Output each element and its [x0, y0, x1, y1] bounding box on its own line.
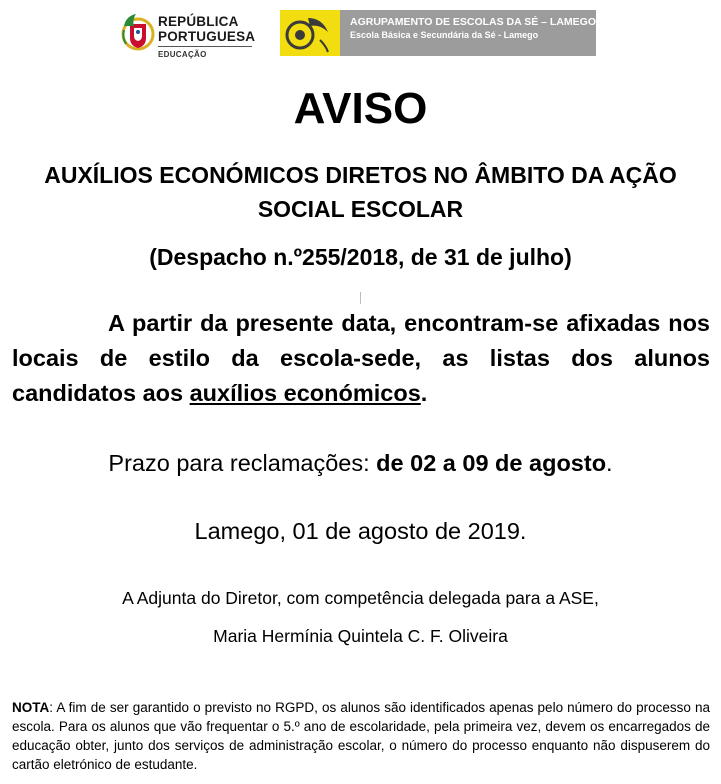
- gov-logo-line-1: REPÚBLICA: [158, 14, 239, 29]
- body-text-underlined: auxílios económicos: [189, 380, 421, 406]
- place-and-date: Lamego, 01 de agosto de 2019.: [194, 518, 527, 544]
- footnote: [12, 698, 710, 774]
- body-text-start: A partir da presente data, encontram-se afixadas nos locais de estilo da escola-sede, as listas dos alunos candidatos aos: [12, 310, 710, 406]
- signer-name: Maria Hermínia Quintela C. F. Oliveira: [213, 626, 508, 646]
- notice-title: AVISO: [293, 84, 428, 133]
- signer-role: A Adjunta do Diretor, com competência delegada para a ASE,: [122, 588, 599, 608]
- footnote-label: NOTA: [12, 700, 50, 715]
- despacho-reference: (Despacho n.º255/2018, de 31 de julho): [149, 244, 572, 270]
- school-subname: Escola Básica e Secundária da Sé - Lamego: [350, 30, 539, 40]
- deadline-period: .: [606, 450, 613, 476]
- complaint-deadline: [0, 450, 721, 477]
- deadline-dates: de 02 a 09 de agosto: [376, 450, 607, 476]
- school-emblem-icon: [280, 10, 340, 56]
- school-name-box: [340, 10, 596, 56]
- notice-body-paragraph: [12, 306, 710, 411]
- document-header: [0, 0, 721, 70]
- portuguese-coat-of-arms-icon: [120, 12, 156, 52]
- republica-portuguesa-logo: [120, 10, 255, 62]
- gov-logo-subtitle: EDUCAÇÃO: [158, 50, 207, 59]
- body-text-end: .: [420, 380, 428, 406]
- notice-subtitle: AUXÍLIOS ECONÓMICOS DIRETOS NO ÂMBITO DA AÇÃO SOCIAL ESCOLAR: [44, 162, 677, 222]
- school-banner: [280, 10, 596, 56]
- gov-logo-line-2: PORTUGUESA: [158, 29, 256, 44]
- deadline-label: Prazo para reclamações:: [108, 450, 377, 476]
- school-name: AGRUPAMENTO DE ESCOLAS DA SÉ – LAMEGO: [350, 16, 596, 28]
- text-cursor-mark: [360, 292, 361, 304]
- footnote-text: : A fim de ser garantido o previsto no RGPD, os alunos são identificados apenas pelo número do processo na escola. Para os alunos que vão frequentar o 5.º ano de escolaridade, pela primeira vez, devem os encarregados de educação obter, junto dos serviços de administração escolar, o número do processo enquanto não dispuserem do cartão eletrónico de estudante.: [12, 700, 710, 772]
- gov-logo-divider: [158, 46, 252, 47]
- school-logo: [280, 10, 340, 56]
